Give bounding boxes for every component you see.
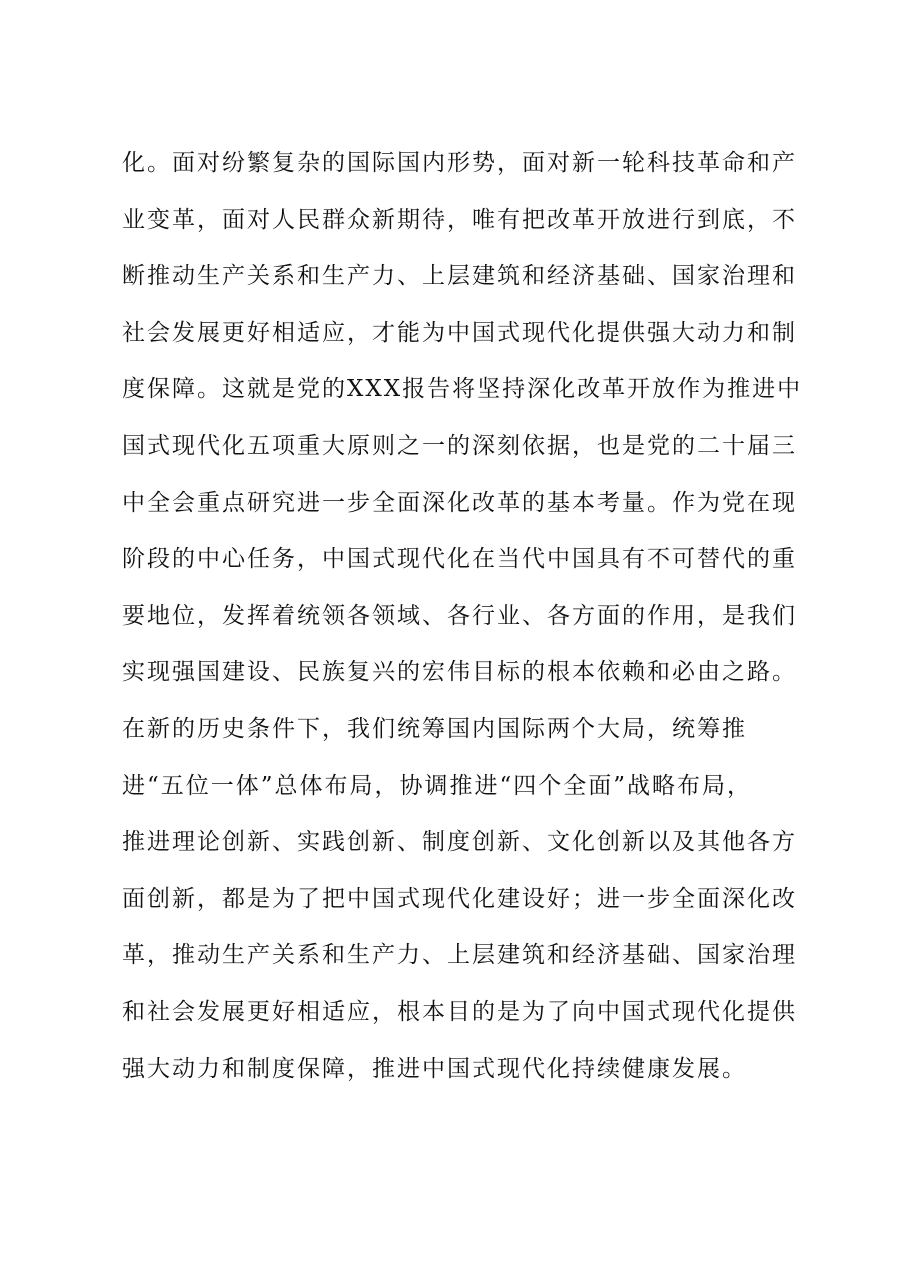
text-line: 断推动生产关系和生产力、上层建筑和经济基础、国家治理和 xyxy=(122,263,797,290)
text-line: 度保障。这就是党的XXX报告将坚持深化改革开放作为推进中 xyxy=(122,376,803,403)
text-line: 要地位，发挥着统领各领域、各行业、各方面的作用，是我们 xyxy=(122,602,797,629)
text-line: 在新的历史条件下，我们统筹国内国际两个大局，统筹推 xyxy=(122,715,747,742)
text-line: 实现强国建设、民族复兴的宏伟目标的根本依赖和必由之路。 xyxy=(122,659,797,686)
body-text xyxy=(122,135,802,1097)
text-line: 阶段的中心任务，中国式现代化在当代中国具有不可替代的重 xyxy=(122,546,797,573)
text-line: 强大动力和制度保障，推进中国式现代化持续健康发展。 xyxy=(122,1055,747,1082)
text-line: 和社会发展更好相适应，根本目的是为了向中国式现代化提供 xyxy=(122,998,797,1025)
text-line: 面创新，都是为了把中国式现代化建设好；进一步全面深化改 xyxy=(122,885,797,912)
text-line: 推进理论创新、实践创新、制度创新、文化创新以及其他各方 xyxy=(122,829,797,856)
text-line: 业变革，面对人民群众新期待，唯有把改革开放进行到底，不 xyxy=(122,206,797,233)
text-line: 中全会重点研究进一步全面深化改革的基本考量。作为党在现 xyxy=(122,489,797,516)
text-line: 社会发展更好相适应，才能为中国式现代化提供强大动力和制 xyxy=(122,319,797,346)
text-line: 进“五位一体”总体布局，协调推进“四个全面”战略布局， xyxy=(122,772,753,799)
text-line: 化。面对纷繁复杂的国际国内形势，面对新一轮科技革命和产 xyxy=(122,150,797,176)
text-line: 国式现代化五项重大原则之一的深刻依据，也是党的二十届三 xyxy=(122,432,797,459)
text-line: 革，推动生产关系和生产力、上层建筑和经济基础、国家治理 xyxy=(122,942,797,969)
